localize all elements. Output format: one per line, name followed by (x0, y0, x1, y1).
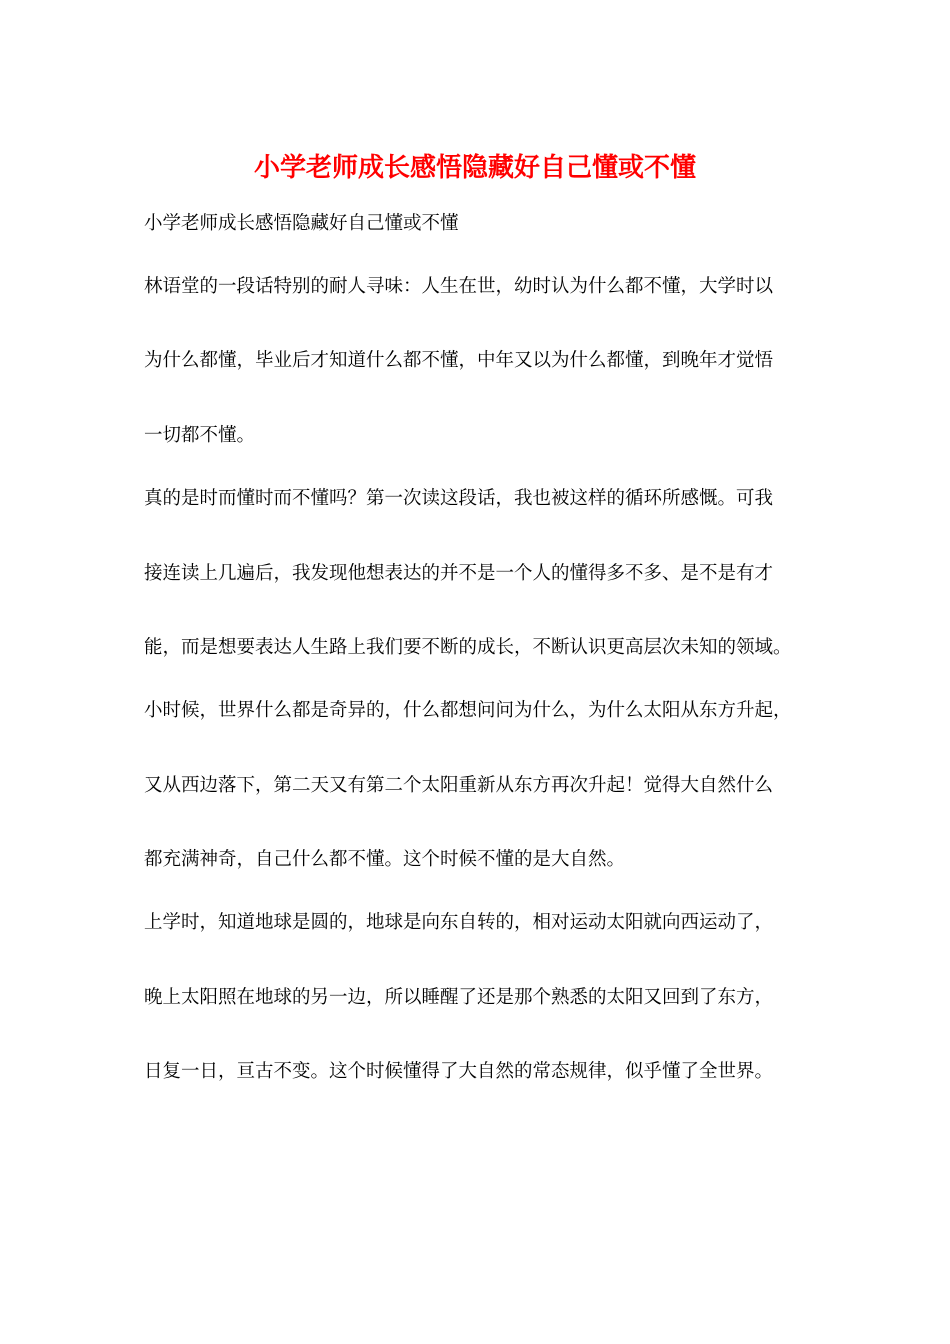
paragraph-line: 真的是时而懂时而不懂吗？第一次读这段话，我也被这样的循环所感慨。可我 (144, 488, 774, 509)
paragraph-line: 上学时，知道地球是圆的，地球是向东自转的，相对运动太阳就向西运动了， (144, 912, 774, 933)
paragraph-line: 为什么都懂，毕业后才知道什么都不懂，中年又以为什么都懂，到晚年才觉悟 (144, 350, 774, 371)
paragraph-line: 都充满神奇，自己什么都不懂。这个时候不懂的是大自然。 (144, 849, 626, 870)
paragraph-line: 林语堂的一段话特别的耐人寻味：人生在世，幼时认为什么都不懂，大学时以 (144, 276, 774, 297)
paragraph-line: 日复一日，亘古不变。这个时候懂得了大自然的常态规律，似乎懂了全世界。 (144, 1061, 774, 1082)
paragraph-line: 晚上太阳照在地球的另一边，所以睡醒了还是那个熟悉的太阳又回到了东方， (144, 987, 774, 1008)
paragraph-line: 一切都不懂。 (144, 425, 256, 446)
document-subtitle: 小学老师成长感悟隐藏好自己懂或不懂 (144, 213, 459, 234)
paragraph-line: 又从西边落下，第二天又有第二个太阳重新从东方再次升起！觉得大自然什么 (144, 775, 774, 796)
paragraph-line: 能，而是想要表达人生路上我们要不断的成长，不断认识更高层次未知的领域。 (144, 637, 792, 658)
paragraph-line: 接连读上几遍后，我发现他想表达的并不是一个人的懂得多不多、是不是有才 (144, 563, 774, 584)
document-title: 小学老师成长感悟隐藏好自己懂或不懂 (253, 153, 696, 183)
paragraph-line: 小时候，世界什么都是奇异的，什么都想问问为什么，为什么太阳从东方升起， (144, 700, 792, 721)
